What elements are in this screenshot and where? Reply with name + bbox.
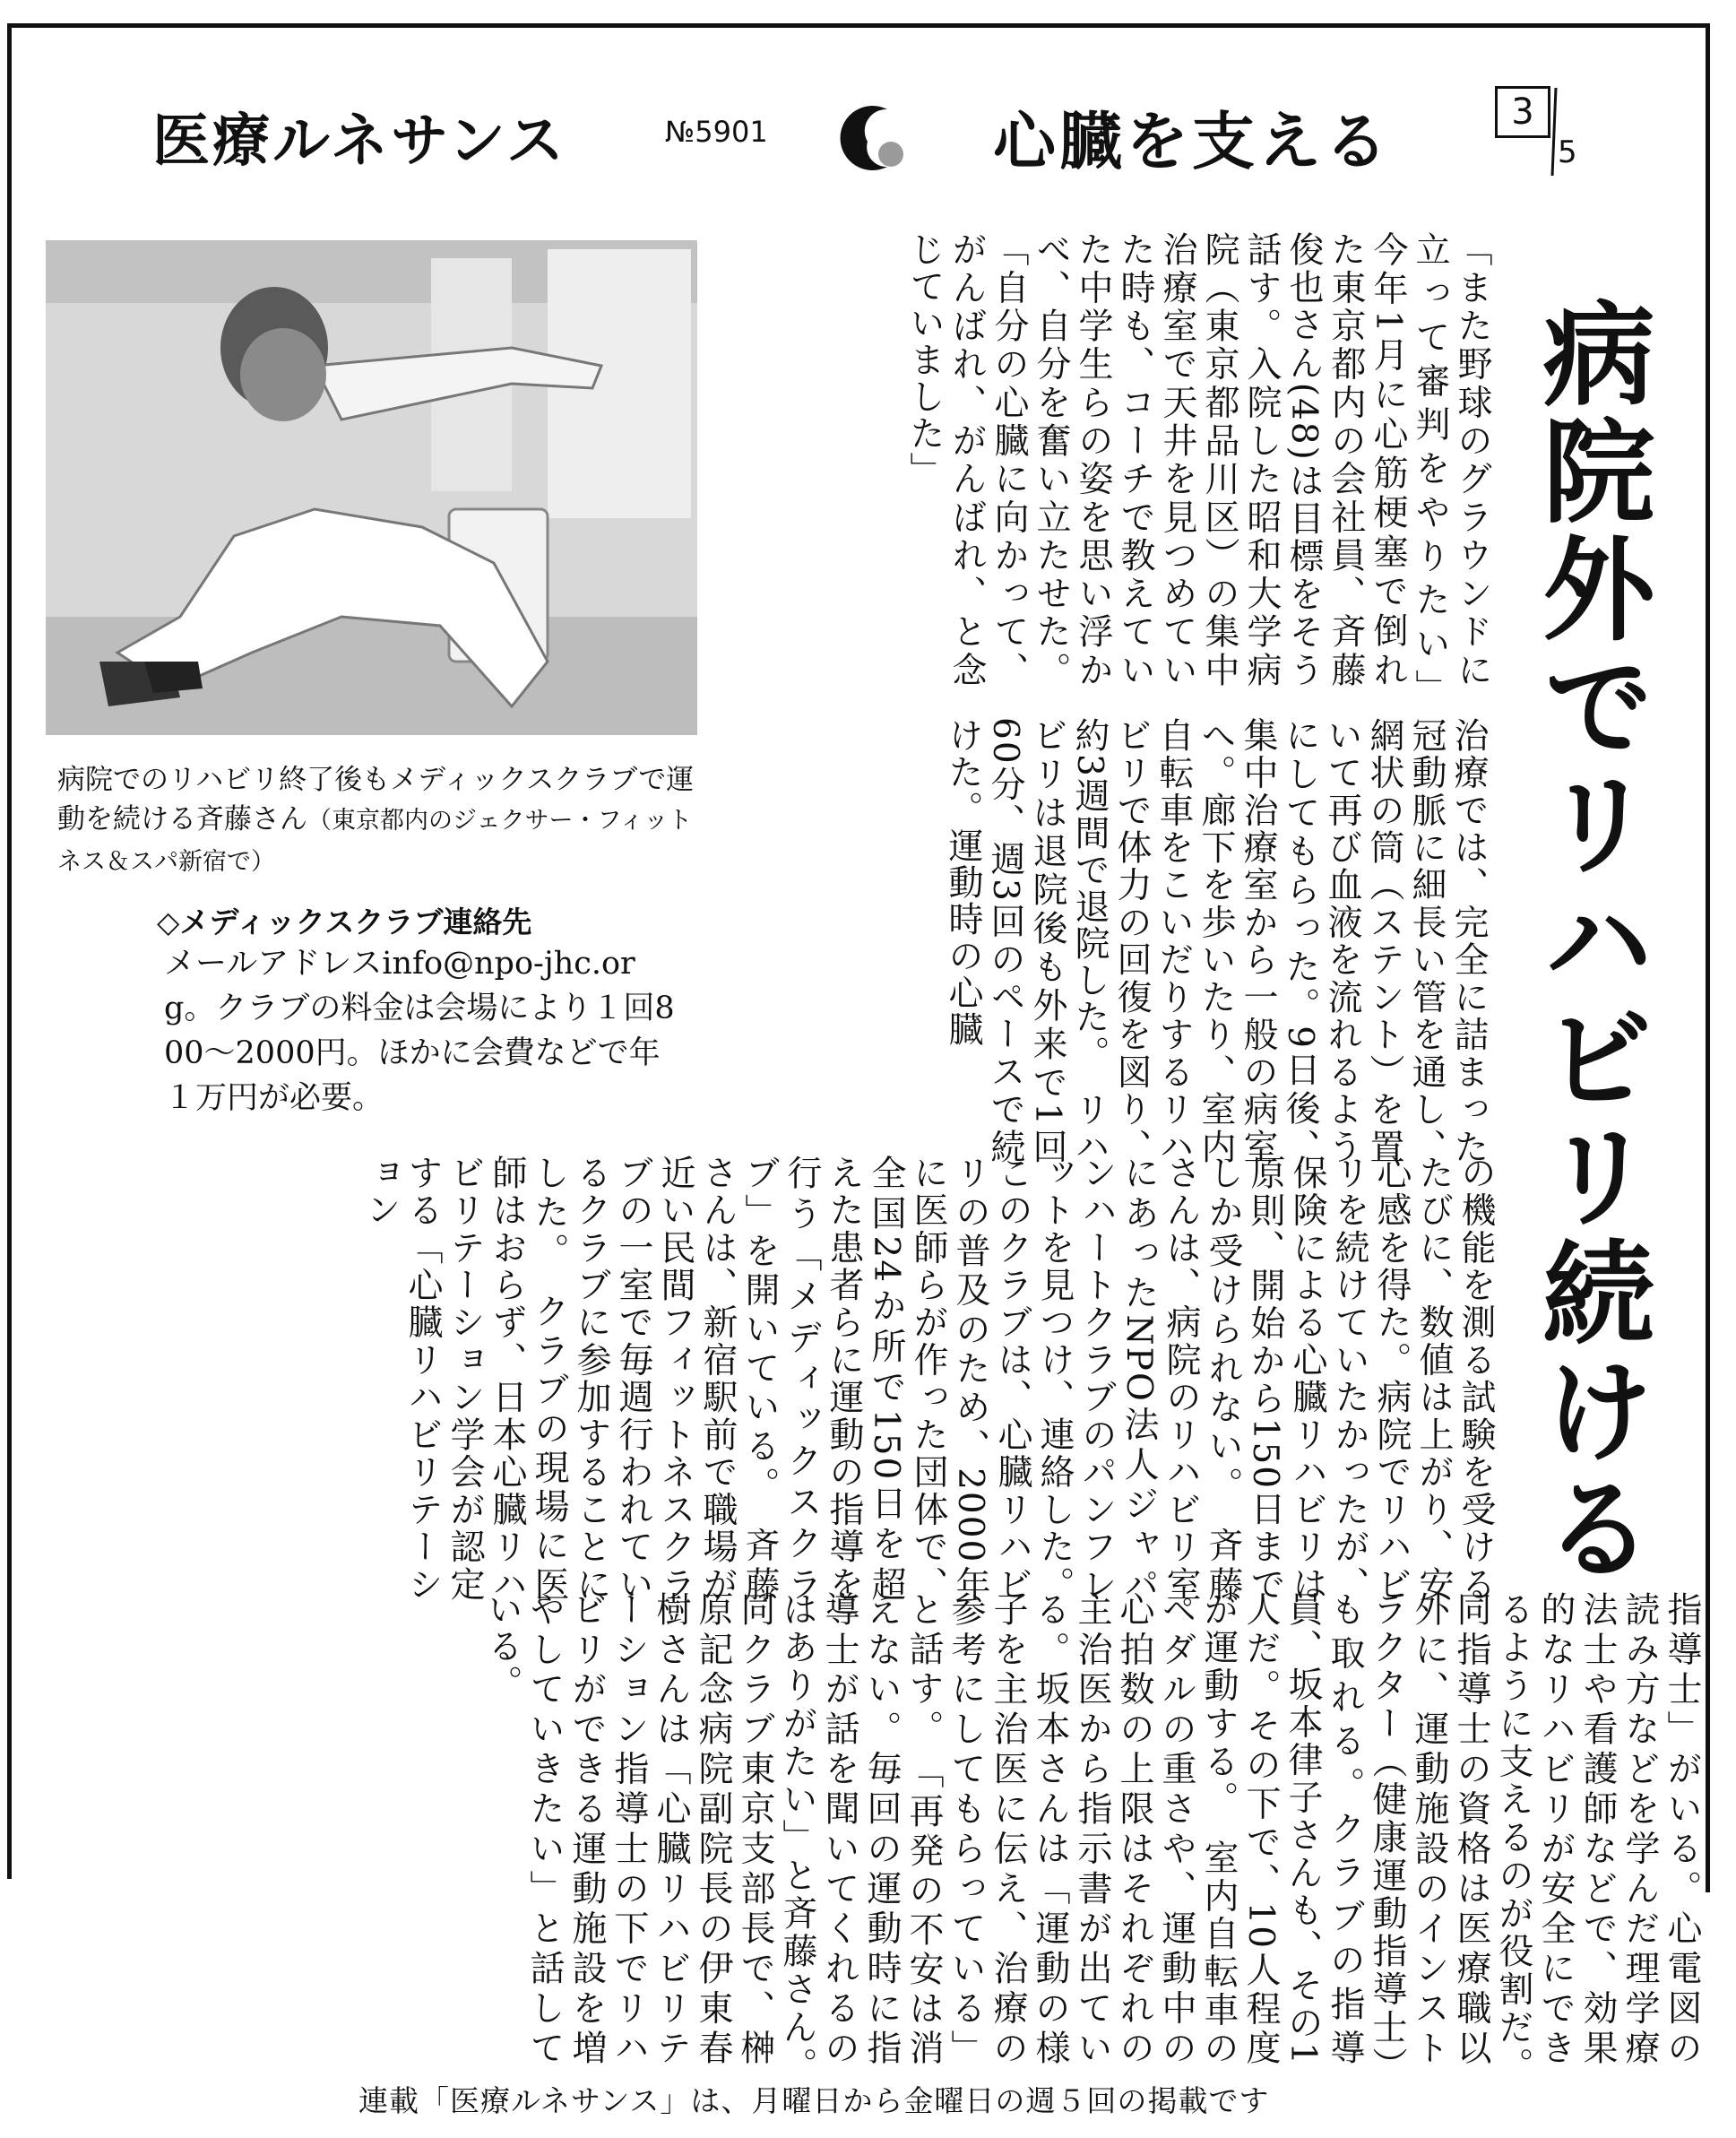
article-column-1: 「また野球のグラウンドに立って審判をやりたい」 今年1月に心筋梗塞で倒れた東京都内の会社員、斉藤俊也さん(48)は目標をそう話す。入院した昭和大学病院（東京都品川区）の集中治療室で天井を見つめていた時も、コーチで教えていた中学生らの姿を思い浮かべ、自分を奮い立たせた。「自分の心臓に向かって、がんばれ、がんばれ、と念じていました」 bbox=[904, 231, 1492, 688]
headline: 病院外でリハビリ続ける bbox=[1524, 296, 1654, 1588]
series-title: 医療ルネサンス bbox=[152, 108, 566, 175]
part-total: 5 bbox=[1558, 134, 1577, 170]
series-footer-note: 連載「医療ルネサンス」は、月曜日から金曜日の週５回の掲載です bbox=[358, 2083, 1270, 2118]
article-column-3: の機能を測る試験を受けるたびに、数値は上がり、安心感を得た。病院でリハビリを続けていたかったが、保険による心臓リハビリは原則、開始から150日までしか受けられない。 斉藤さんは、病院のリハビリ室にあったNPO法人ジャパンハートクラブのパンフレットを見つけ、連絡した。このクラブは、心臓リハビリの普及のため、2000年に医師らが作った団体で、全国24か所で150日を超えた患者らに運動の指導を行う「メディックスクラブ」を開いている。 斉藤さんは、新宿駅前で職場が近い民間フィットネスクラブの一室で毎週行われているクラブに参加することにした。 クラブの現場に医師はおらず、日本心臓リハビリテーション学会が認定する「心臓リハビリテーション bbox=[360, 1155, 1496, 1603]
issue-number: №5901 bbox=[665, 115, 768, 149]
article-photo bbox=[46, 240, 697, 735]
contact-body: メールアドレスinfo@npo-jhc.org。クラブの料金は会場により１回800〜2000円。ほかに会費などで年１万円が必要。 bbox=[164, 946, 675, 1116]
article-column-4: 指導士」がいる。心電図の読み方などを学んだ理学療法士や看護師などで、効果的なリハビリが安全にできるように支えるのが役割だ。 同指導士の資格は医療職以外に、運動施設のインストラクター（健康運動指導士）も取れる。クラブの指導員、坂本律子さんも、その1人だ。その下で、10人程度が運動する。 室内自転車のペダルの重さや、運動中の心拍数の上限はそれぞれの主治医から指示書が出ている。坂本さんは「運動の様子を主治医に伝え、治療の参考にしてもらっている」と話す。 「再発の不安は消えない。毎回の運動時に指導士が話を聞いてくれるのはありがたい」と斉藤さん。 同クラブ東京支部長で、榊原記念病院副院長の伊東春樹さんは「心臓リハビリテーション指導士の下でリハビリができる運動施設を増やしていきたい」と話している。 bbox=[482, 1591, 1702, 2066]
photo-caption-location: （東京都内のジェクサー・フィットネス＆スパ新宿で） bbox=[57, 807, 693, 876]
part-number: 3 bbox=[1495, 86, 1550, 138]
photo-caption-text: 病院でのリハビリ終了後もメディックスクラブで運動を続ける斉藤さん bbox=[57, 764, 695, 835]
series-logo-icon bbox=[825, 97, 907, 179]
left-border-rule bbox=[7, 23, 12, 1879]
article-column-2: 治療では、完全に詰まった冠動脈に細長い管を通し、網状の筒（ステント）を置いて再び血液を流れるようにしてもらった。9日後、集中治療室から一般の病室へ。廊下を歩いたり、室内自転車をこいだりするリハビリで体力の回復を図り、約3週間で退院した。 リハビリは退院後も外来で1回60分、週3回のペースで続けた。運動時の心臓 bbox=[943, 717, 1489, 1165]
top-border-rule bbox=[7, 23, 1710, 28]
contact-heading: ◇メディックスクラブ連絡先 bbox=[157, 905, 532, 939]
right-border-rule bbox=[1706, 23, 1710, 1892]
topic-title: 心臓を支える bbox=[993, 105, 1391, 178]
photo-caption bbox=[57, 760, 703, 882]
